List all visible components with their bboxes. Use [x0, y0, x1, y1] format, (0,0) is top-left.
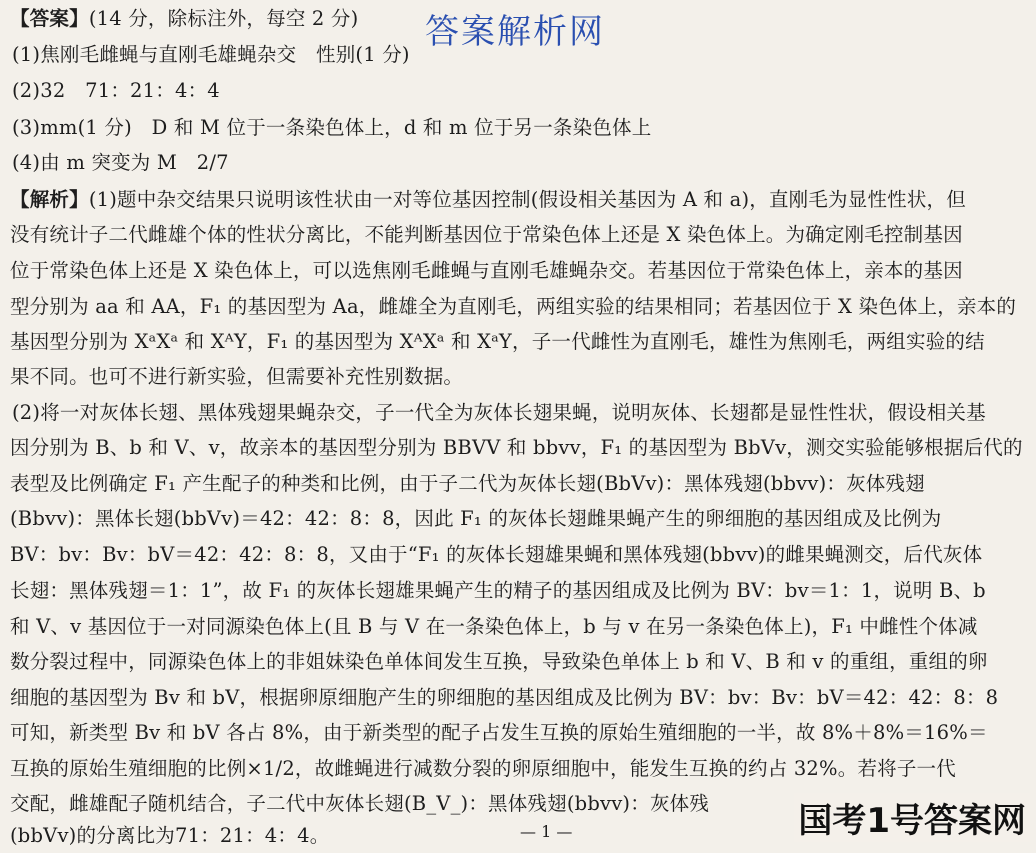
site-logo-watermark: 国考1号答案网	[794, 793, 1030, 842]
analysis-p1-line-2: 没有统计子二代雌雄个体的性状分离比，不能判断基因位于常染色体上还是 X 染色体上。为确定刚毛控制基因	[10, 223, 963, 246]
answer-score-note: (14 分，除标注外，每空 2 分)	[88, 7, 359, 30]
answer-line-1: (1)焦刚毛雌蝇与直刚毛雄蝇杂交 性别(1 分)	[12, 43, 410, 66]
analysis-p2-line-5: BV：bv：Bv：bV＝42：42：8：8，又由于“F₁ 的灰体长翅雄果蝇和黑体残翅(bbvv)的雌果蝇测交，后代灰体	[10, 543, 983, 566]
analysis-p2-line-12: 交配，雌雄配子随机结合，子二代中灰体长翅(B_V_)：黑体残翅(bbvv)：灰体残	[10, 792, 710, 815]
analysis-p2-line-9: 细胞的基因型为 Bv 和 bV，根据卵原细胞产生的卵细胞的基因组成及比例为 BV：bv：Bv：bV＝42：42：8：8	[10, 686, 999, 709]
analysis-text: (1)题中杂交结果只说明该性状由一对等位基因控制(假设相关基因为 A 和 a)，直刚毛为显性性状，但	[88, 188, 966, 211]
answer-line-4: (4)由 m 突变为 M 2/7	[12, 151, 229, 174]
analysis-p2-line-11: 互换的原始生殖细胞的比例×1/2，故雌蝇进行减数分裂的卵原细胞中，能发生互换的约占 32%。若将子一代	[10, 757, 956, 780]
analysis-p2-line-2: 因分别为 B、b 和 V、v，故亲本的基因型分别为 BBVV 和 bbvv，F₁ 的基因型为 BbVv，测交实验能够根据后代的	[10, 436, 1023, 459]
analysis-p1-line-3: 位于常染色体上还是 X 染色体上，可以选焦刚毛雌蝇与直刚毛雄蝇杂交。若基因位于常染色体上，亲本的基因	[10, 259, 963, 282]
answer-tag: 【答案】	[10, 7, 89, 30]
answer-line-2: (2)32 71：21：4：4	[12, 79, 220, 102]
analysis-p2-line-6: 长翅：黑体残翅＝1：1”，故 F₁ 的灰体长翅雄果蝇产生的精子的基因组成及比例为 BV：bv＝1：1，说明 B、b	[10, 579, 986, 602]
page-number: — 1 —	[520, 822, 573, 841]
answer-line-3: (3)mm(1 分) D 和 M 位于一条染色体上，d 和 m 位于另一条染色体上	[12, 116, 652, 139]
analysis-p2-line-10: 可知，新类型 Bv 和 bV 各占 8%，由于新类型的配子占发生互换的原始生殖细胞的一半，故 8%＋8%＝16%＝	[10, 721, 988, 744]
analysis-p2-line-8: 数分裂过程中，同源染色体上的非姐妹染色单体间发生互换，导致染色单体上 b 和 V、B 和 v 的重组，重组的卵	[10, 650, 988, 673]
analysis-p2-line-4: (Bbvv)：黑体长翅(bbVv)＝42：42：8：8，因此 F₁ 的灰体长翅雌果蝇产生的卵细胞的基因组成及比例为	[10, 507, 942, 530]
analysis-p2-line-7: 和 V、v 基因位于一对同源染色体上(且 B 与 V 在一条染色体上，b 与 v 在另一条染色体上)，F₁ 中雌性个体减	[10, 615, 978, 638]
analysis-p2-line-1: (2)将一对灰体长翅、黑体残翅果蝇杂交，子一代全为灰体长翅果蝇，说明灰体、长翅都是显性性状，假设相关基	[12, 401, 986, 424]
analysis-p2-line-3: 表型及比例确定 F₁ 产生配子的种类和比例，由于子二代为灰体长翅(BbVv)：黑体残翅(bbvv)：灰体残翅	[10, 472, 925, 495]
site-watermark: 答案解析网	[425, 12, 605, 52]
answer-header	[10, 2, 1026, 36]
analysis-tag: 【解析】	[10, 188, 89, 211]
analysis-p1-line-1	[10, 183, 1026, 217]
analysis-p2-line-13: (bbVv)的分离比为71：21：4：4。	[10, 824, 330, 847]
analysis-p1-line-4: 型分别为 aa 和 AA，F₁ 的基因型为 Aa，雌雄全为直刚毛，两组实验的结果相同；若基因位于 X 染色体上，亲本的	[10, 295, 1017, 318]
analysis-p1-line-6: 果不同。也可不进行新实验，但需要补充性别数据。	[10, 365, 464, 388]
analysis-p1-line-5: 基因型分别为 XᵃXᵃ 和 XᴬY，F₁ 的基因型为 XᴬXᵃ 和 XᵃY，子一代雌性为直刚毛，雄性为焦刚毛，两组实验的结	[10, 330, 985, 353]
